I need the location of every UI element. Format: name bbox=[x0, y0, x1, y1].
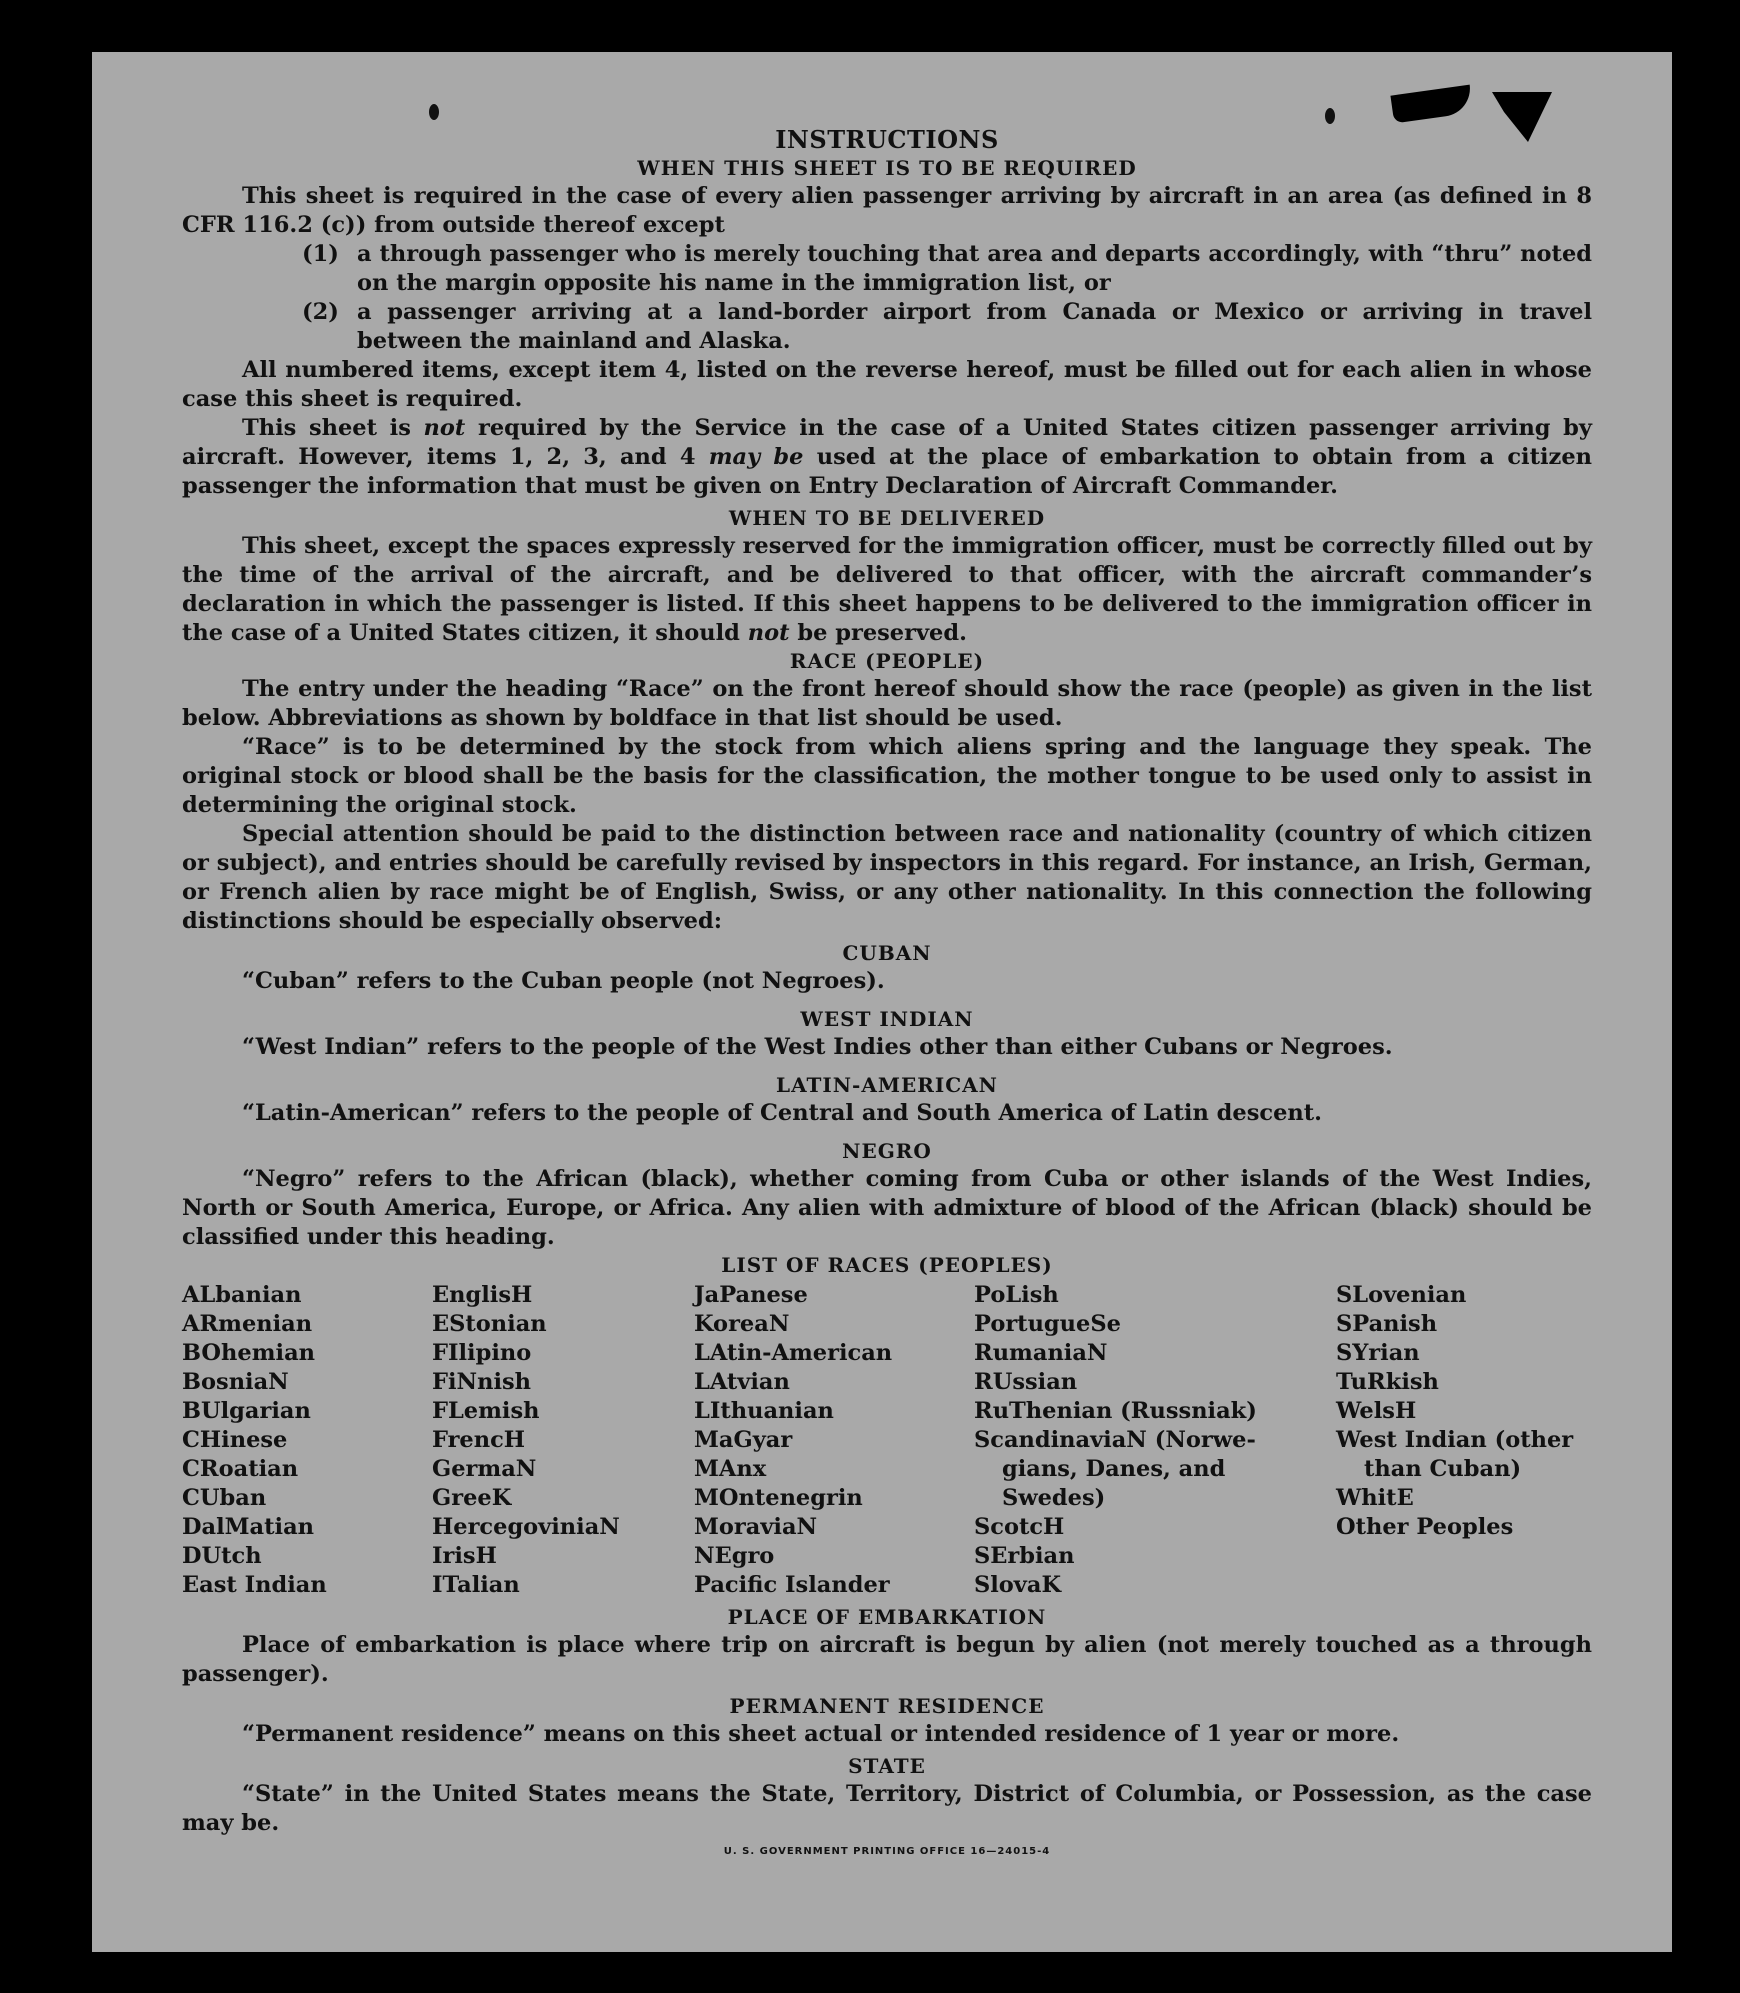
race-item: TuRkish bbox=[1336, 1369, 1439, 1395]
race-item: MOntenegrin bbox=[694, 1485, 863, 1511]
section-heading: LATIN-AMERICAN bbox=[776, 1073, 998, 1097]
section-heading: PLACE OF EMBARKATION bbox=[727, 1605, 1047, 1629]
section-heading: STATE bbox=[848, 1754, 926, 1778]
race-item: GermaN bbox=[432, 1456, 537, 1482]
section-heading: WEST INDIAN bbox=[800, 1007, 974, 1031]
race-item: BosniaN bbox=[182, 1369, 289, 1395]
paragraph: The entry under the heading “Race” on the front hereof should show the race (people) as given in the list below. Abbreviations as shown by boldface in that list should be used. bbox=[182, 676, 1592, 731]
race-column bbox=[694, 1281, 974, 1600]
paragraph: “State” in the United States means the State, Territory, District of Columbia, or Possession, as the case may be. bbox=[182, 1781, 1592, 1836]
race-item: FLemish bbox=[432, 1398, 540, 1424]
paragraph: “West Indian” refers to the people of the West Indies other than either Cubans or Negroes. bbox=[242, 1034, 1393, 1060]
race-item: SErbian bbox=[974, 1543, 1075, 1569]
race-item: gians, Danes, and bbox=[1002, 1456, 1226, 1482]
race-item: EnglisH bbox=[432, 1282, 533, 1308]
race-item: West Indian (other bbox=[1336, 1427, 1574, 1453]
document-sheet bbox=[92, 52, 1672, 1952]
race-item: KoreaN bbox=[694, 1311, 790, 1337]
race-item: FIlipino bbox=[432, 1340, 532, 1366]
paragraph: “Race” is to be determined by the stock from which aliens spring and the language they speak. The original stock or blood shall be the basis for the classification, the mother tongue to be used only to assist in determining the original stock. bbox=[182, 734, 1592, 818]
race-list bbox=[182, 1281, 1592, 1600]
text-run: used at the place of embarkation to obtain from a citizen passenger the information that must be given on Entry Declaration of Aircraft Commander. bbox=[182, 444, 1592, 499]
race-item: ITalian bbox=[432, 1572, 520, 1598]
race-item: DalMatian bbox=[182, 1514, 315, 1540]
paragraph: “Negro” refers to the African (black), whether coming from Cuba or other islands of the West Indies, North or South America, Europe, or Africa. Any alien with admixture of blood of the African (black) should be classified under this heading. bbox=[182, 1166, 1592, 1250]
paragraph: This sheet is required in the case of every alien passenger arriving by aircraft in an area (as defined in 8 CFR 116.2 (c)) from outside thereof except bbox=[182, 183, 1592, 238]
race-item: ScotcH bbox=[974, 1514, 1065, 1540]
list-item bbox=[302, 298, 1592, 356]
race-item: Pacific Islander bbox=[694, 1572, 890, 1598]
page-title: INSTRUCTIONS bbox=[775, 125, 999, 154]
race-item: Swedes) bbox=[1002, 1485, 1106, 1511]
race-item: BUlgarian bbox=[182, 1398, 311, 1424]
paragraph bbox=[182, 414, 1592, 501]
race-item: SYrian bbox=[1336, 1340, 1420, 1366]
race-item: PortugueSe bbox=[974, 1311, 1121, 1337]
race-item: LIthuanian bbox=[694, 1398, 834, 1424]
paragraph: Place of embarkation is place where trip on aircraft is begun by alien (not merely touched as a through passenger). bbox=[182, 1632, 1592, 1687]
race-item: DUtch bbox=[182, 1543, 262, 1569]
race-item: PoLish bbox=[974, 1282, 1059, 1308]
race-item: MaGyar bbox=[694, 1427, 793, 1453]
section-heading: LIST OF RACES (PEOPLES) bbox=[721, 1253, 1053, 1277]
punch-mark bbox=[1325, 108, 1335, 124]
race-item: BOhemian bbox=[182, 1340, 316, 1366]
race-item: East Indian bbox=[182, 1572, 327, 1598]
section-heading: WHEN THIS SHEET IS TO BE REQUIRED bbox=[637, 156, 1137, 180]
race-item: RumaniaN bbox=[974, 1340, 1108, 1366]
race-item: CUban bbox=[182, 1485, 267, 1511]
paragraph bbox=[182, 532, 1592, 648]
paragraph: “Permanent residence” means on this sheet actual or intended residence of 1 year or more. bbox=[242, 1721, 1400, 1747]
race-item: FrencH bbox=[432, 1427, 526, 1453]
race-item: WelsH bbox=[1336, 1398, 1417, 1424]
race-item: SlovaK bbox=[974, 1572, 1062, 1598]
section-heading: PERMANENT RESIDENCE bbox=[729, 1694, 1045, 1718]
item-number: (1) bbox=[302, 241, 339, 267]
section-heading: CUBAN bbox=[842, 941, 932, 965]
text-run: be preserved. bbox=[789, 620, 967, 646]
race-item: than Cuban) bbox=[1364, 1456, 1522, 1482]
paragraph: Special attention should be paid to the distinction between race and nationality (country of which citizen or subject), and entries should be carefully revised by inspectors in this regard. For instance, an Irish, German, or French alien by race might be of English, Swiss, or any other nationality. In this connection the following distinctions should be especially observed: bbox=[182, 821, 1592, 934]
emphasis: not bbox=[747, 620, 790, 646]
race-item: ALbanian bbox=[182, 1282, 302, 1308]
race-item: LAtin-American bbox=[694, 1340, 893, 1366]
text-run: This sheet is bbox=[242, 415, 424, 441]
section-heading: WHEN TO BE DELIVERED bbox=[728, 506, 1046, 530]
race-item: RUssian bbox=[974, 1369, 1078, 1395]
text-run: required by the Service in the case of a United States citizen passenger arriving by aircraft. However, items 1, 2, 3, and 4 bbox=[182, 415, 1592, 470]
race-item: MAnx bbox=[694, 1456, 767, 1482]
race-column bbox=[974, 1281, 1336, 1600]
race-column bbox=[1336, 1281, 1592, 1600]
race-item: GreeK bbox=[432, 1485, 512, 1511]
race-item: RuThenian (Russniak) bbox=[974, 1398, 1257, 1424]
section-heading: NEGRO bbox=[842, 1139, 932, 1163]
punch-mark bbox=[429, 104, 439, 120]
text-run: This sheet, except the spaces expressly reserved for the immigration officer, must be correctly filled out by the time of the arrival of the aircraft, and be delivered to that officer, with the aircraft commander’s declaration in which the passenger is listed. If this sheet happens to be delivered to the immigration officer in the case of a United States citizen, it should bbox=[182, 533, 1592, 646]
race-item: LAtvian bbox=[694, 1369, 790, 1395]
item-text: a passenger arriving at a land-border airport from Canada or Mexico or arriving in travel between the mainland and Alaska. bbox=[357, 299, 1592, 354]
race-column bbox=[182, 1281, 432, 1600]
race-item: HercegoviniaN bbox=[432, 1514, 620, 1540]
printer-imprint: U. S. GOVERNMENT PRINTING OFFICE 16—24015-4 bbox=[723, 1846, 1051, 1857]
race-item: CRoatian bbox=[182, 1456, 299, 1482]
race-item: FiNnish bbox=[432, 1369, 532, 1395]
section-heading: RACE (PEOPLE) bbox=[789, 649, 985, 673]
paragraph: “Cuban” refers to the Cuban people (not Negroes). bbox=[242, 968, 885, 994]
race-item: ARmenian bbox=[182, 1311, 313, 1337]
race-item: MoraviaN bbox=[694, 1514, 818, 1540]
item-text: a through passenger who is merely touching that area and departs accordingly, with “thru” noted on the margin opposite his name in the immigration list, or bbox=[357, 241, 1592, 296]
race-item: SLovenian bbox=[1336, 1282, 1467, 1308]
race-item: NEgro bbox=[694, 1543, 775, 1569]
paragraph: “Latin-American” refers to the people of Central and South America of Latin descent. bbox=[242, 1100, 1322, 1126]
list-item bbox=[302, 240, 1592, 298]
race-item: Other Peoples bbox=[1336, 1514, 1514, 1540]
race-item: IrisH bbox=[432, 1543, 497, 1569]
race-item: CHinese bbox=[182, 1427, 288, 1453]
emphasis: may be bbox=[708, 444, 804, 470]
race-column bbox=[432, 1281, 694, 1600]
race-item: SPanish bbox=[1336, 1311, 1438, 1337]
emphasis: not bbox=[423, 415, 466, 441]
paragraph: All numbered items, except item 4, listed on the reverse hereof, must be filled out for each alien in whose case this sheet is required. bbox=[182, 357, 1592, 412]
instructions-body bbox=[182, 125, 1592, 1857]
torn-edge bbox=[1390, 85, 1473, 124]
race-item: WhitE bbox=[1336, 1485, 1414, 1511]
race-item: EStonian bbox=[432, 1311, 547, 1337]
item-number: (2) bbox=[302, 299, 339, 325]
race-item: ScandinaviaN (Norwe- bbox=[974, 1427, 1256, 1453]
race-item: JaPanese bbox=[694, 1282, 808, 1308]
